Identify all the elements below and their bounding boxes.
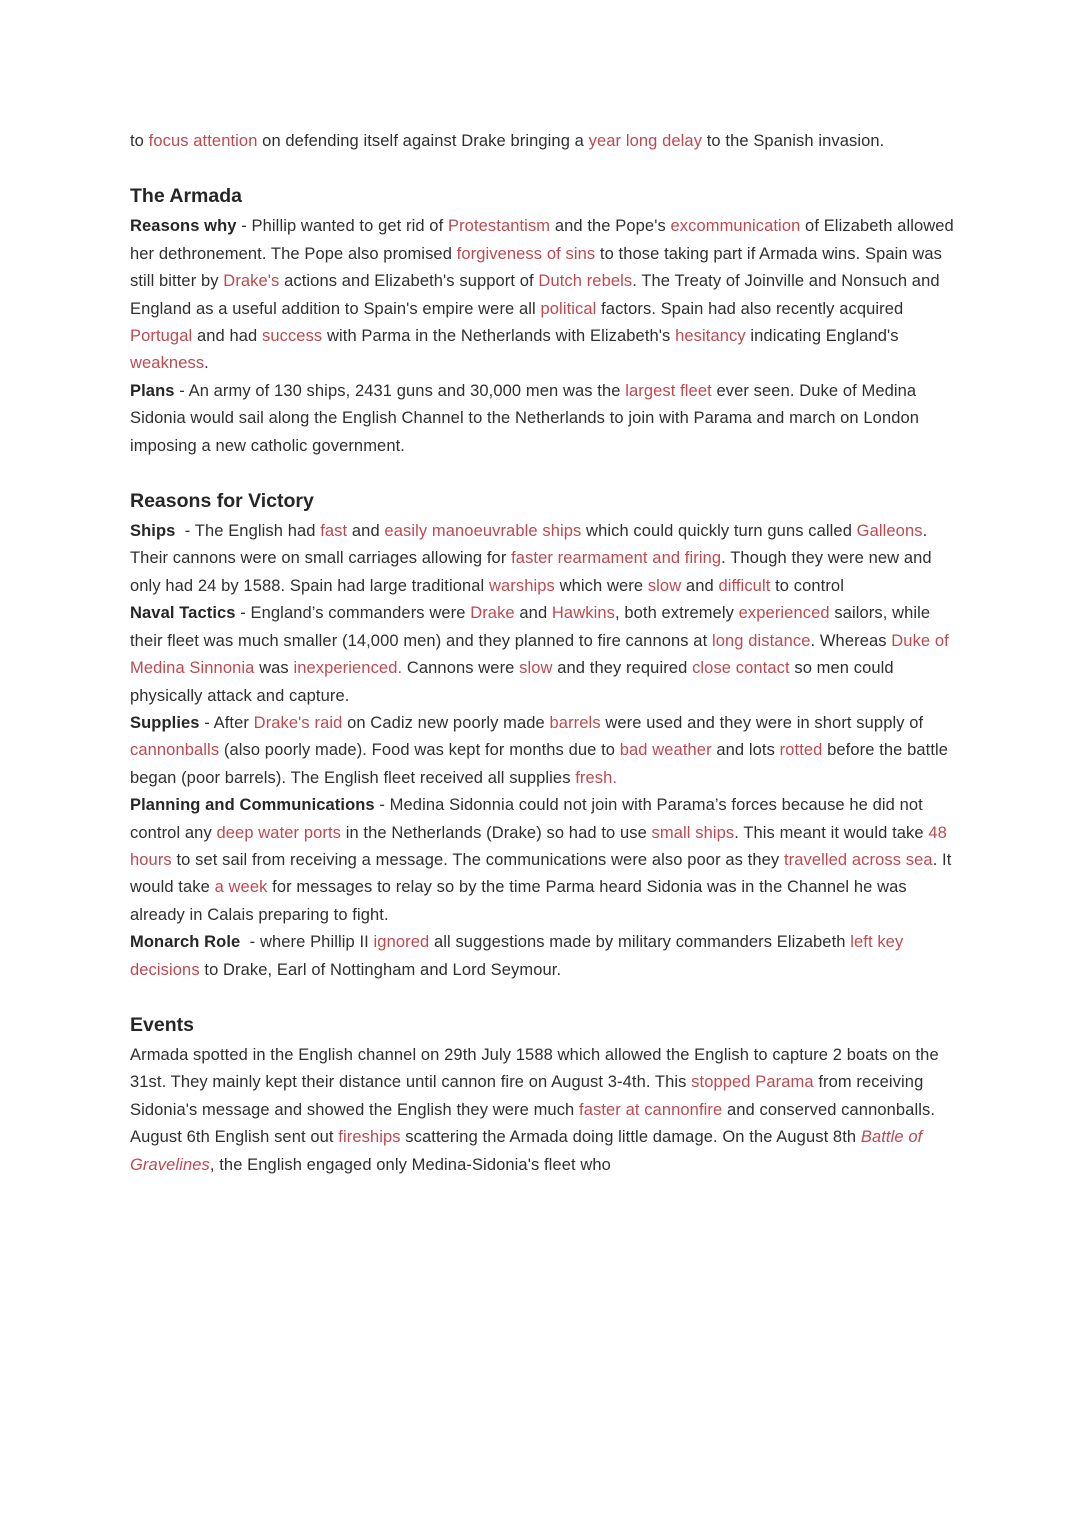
highlight-text: fireships [338, 1128, 401, 1147]
body-text: were used and they were in short supply of [600, 713, 924, 732]
body-text: and [514, 604, 552, 623]
highlight-text: inexperienced. [293, 659, 403, 678]
body-text: and had [192, 327, 262, 346]
highlight-text: Drake [470, 604, 515, 623]
body-text: to set sail from receiving a message. The communications were also poor as they [171, 850, 784, 869]
supplies [130, 710, 955, 792]
body-text: August 6th English sent out [130, 1128, 339, 1147]
body-text: to Drake, Earl of Nottingham and Lord Seymour. [199, 960, 562, 979]
body-text: . The Treaty of Joinville and Nonsuch and England as a useful addition to Spain's empire were all [130, 272, 940, 318]
highlight-text: largest fleet [625, 381, 712, 400]
body-text: (also poorly made). Food was kept for months due to [219, 741, 620, 760]
ships [130, 518, 955, 600]
section-events: Events [130, 1013, 194, 1036]
highlight-text: faster at cannonfire [579, 1100, 723, 1119]
body-text: , the English engaged only Medina-Sidonia's fleet who [209, 1155, 611, 1174]
body-text: to the Spanish invasion. [702, 132, 885, 150]
body-text: . Whereas [810, 631, 892, 650]
highlight-text: fresh. [575, 768, 618, 787]
body-text: and [347, 522, 385, 541]
body-text: - England’s commanders were [235, 604, 471, 623]
intro-continuation [130, 128, 955, 155]
body-text: from receiving Sidonia's message and showed the English they were much [130, 1073, 924, 1119]
body-text: was [254, 659, 294, 678]
highlight-text: stopped Parama [691, 1073, 814, 1092]
highlight-text: small ships [651, 823, 735, 842]
highlight-text: experienced [738, 604, 830, 623]
highlight-text: focus attention [148, 132, 258, 150]
highlight-text: cannonballs [130, 741, 220, 760]
body-text: with Parma in the Netherlands with Elizabeth's [322, 327, 676, 346]
highlight-text: rotted [779, 741, 823, 760]
highlight-text: Duke of Medina Sinnonia [130, 631, 949, 678]
highlight-text: Protestantism [447, 217, 551, 236]
highlight-text: faster rearmament and firing [511, 549, 722, 568]
body-text: , both extremely [614, 604, 739, 623]
body-text: in the Netherlands (Drake) so had to use [341, 823, 652, 842]
body-text: . Their cannons were on small carriages allowing for [130, 522, 928, 568]
highlight-text: Galleons [856, 522, 923, 541]
highlight-text: weakness [130, 354, 205, 373]
highlight-text: political [540, 299, 597, 318]
events-2 [130, 1124, 955, 1179]
highlight-text: left key decisions [130, 933, 904, 979]
body-text: and [681, 576, 719, 595]
body-text: factors. Spain had also recently acquired [596, 299, 904, 318]
highlight-text: a week [214, 878, 268, 897]
highlight-text: year long delay [588, 132, 703, 150]
body-text: Armada spotted in the English channel on 29th July 1588 which allowed the English to capture 2 boats on the 31st. They mainly kept their distance until cannon fire on August 3-4th. This [130, 1045, 939, 1092]
highlight-text: warships [489, 576, 555, 595]
body-text: - Medina Sidonnia could not join with Parama’s forces because he did not control any [130, 796, 923, 842]
highlight-text: long distance [711, 631, 811, 650]
planning-and-communications [130, 792, 955, 929]
body-text: to those taking part if Armada wins. Spain was still bitter by [130, 244, 943, 291]
term-label: Planning and Communications [130, 796, 375, 815]
term-label: Monarch Role [130, 933, 241, 952]
body-text: . This meant it would take [734, 823, 929, 842]
body-text: indicating England's [745, 327, 899, 346]
body-text: - An army of 130 ships, 2431 guns and 30,000 men was the [174, 381, 626, 400]
body-text: - After [199, 713, 254, 732]
term-label: Reasons why [130, 217, 237, 236]
body-text: . [204, 354, 209, 373]
plans [130, 378, 955, 460]
body-text: . Though they were new and only had 24 by 1588. Spain had large traditional [130, 549, 932, 595]
reasons-why [130, 213, 955, 377]
highlight-text: travelled across sea [783, 850, 933, 869]
highlight-text: fast [320, 522, 348, 541]
highlight-text: forgiveness of sins [456, 244, 596, 263]
body-text: and conserved cannonballs. [722, 1100, 936, 1119]
highlight-text: Dutch rebels [538, 272, 633, 291]
body-text: Cannons were [402, 659, 520, 678]
highlight-text: hesitancy [675, 327, 746, 346]
section-reasons-for-victory: Reasons for Victory [130, 490, 314, 513]
body-text: all suggestions made by military commanders Elizabeth [429, 933, 851, 952]
body-text: on defending itself against Drake bringing a [257, 132, 589, 150]
highlight-text: excommunication [670, 217, 801, 236]
highlight-text: ignored [373, 933, 430, 952]
highlight-text: slow [519, 659, 553, 678]
body-text: . It would take [130, 850, 952, 897]
highlight-text: difficult [718, 576, 771, 595]
highlight-text: bad weather [619, 741, 712, 760]
body-text: to [130, 132, 149, 150]
term-label: Supplies [130, 713, 200, 732]
body-text: and they required [552, 659, 693, 678]
monarch-role [130, 929, 955, 984]
highlight-text: deep water ports [216, 823, 342, 842]
body-text: sailors, while their fleet was much smaller (14,000 men) and they planned to fire cannons at [130, 604, 931, 650]
highlight-text: Portugal [130, 327, 193, 346]
naval-tactics [130, 600, 955, 710]
body-text: of Elizabeth allowed her dethronement. The Pope also promised [130, 217, 954, 263]
term-label: Ships [130, 522, 176, 541]
highlight-text: barrels [549, 713, 601, 732]
term-label: Naval Tactics [130, 604, 236, 623]
highlight-text: easily manoeuvrable ships [384, 522, 582, 541]
body-text: scattering the Armada doing little damage. On the August 8th [400, 1128, 861, 1147]
highlight-text: Drake's [223, 272, 280, 291]
body-text: and lots [711, 741, 780, 760]
body-text: to control [770, 576, 844, 595]
highlight-text: Battle of Gravelines [130, 1128, 923, 1174]
body-text: before the battle began (poor barrels). The English fleet received all supplies [130, 741, 949, 787]
section-the-armada: The Armada [130, 185, 242, 208]
body-text: - Phillip wanted to get rid of [236, 217, 448, 236]
highlight-text: 48 hours [130, 823, 947, 869]
highlight-text: close contact [692, 659, 790, 678]
body-text: - where Phillip II [240, 933, 374, 952]
body-text: and the Pope's [550, 217, 671, 236]
highlight-text: Hawkins [551, 604, 615, 623]
highlight-text: success [261, 327, 323, 346]
body-text: which were [554, 576, 648, 595]
term-label: Plans [130, 381, 175, 400]
body-text: - The English had [175, 522, 321, 541]
highlight-text: slow [647, 576, 682, 595]
body-text: on Cadiz new poorly made [342, 713, 550, 732]
body-text: actions and Elizabeth's support of [279, 272, 539, 291]
events-1 [130, 1042, 955, 1124]
highlight-text: Drake's raid [253, 713, 343, 732]
body-text: which could quickly turn guns called [581, 522, 857, 541]
body-text: for messages to relay so by the time Parma heard Sidonia was in the Channel he was already in Calais preparing to fight. [130, 878, 907, 924]
body-text: ever seen. Duke of Medina Sidonia would sail along the English Channel to the Netherlands to join with Parama and march on London imposing a new catholic government. [130, 381, 920, 455]
body-text: so men could physically attack and capture. [130, 659, 894, 705]
